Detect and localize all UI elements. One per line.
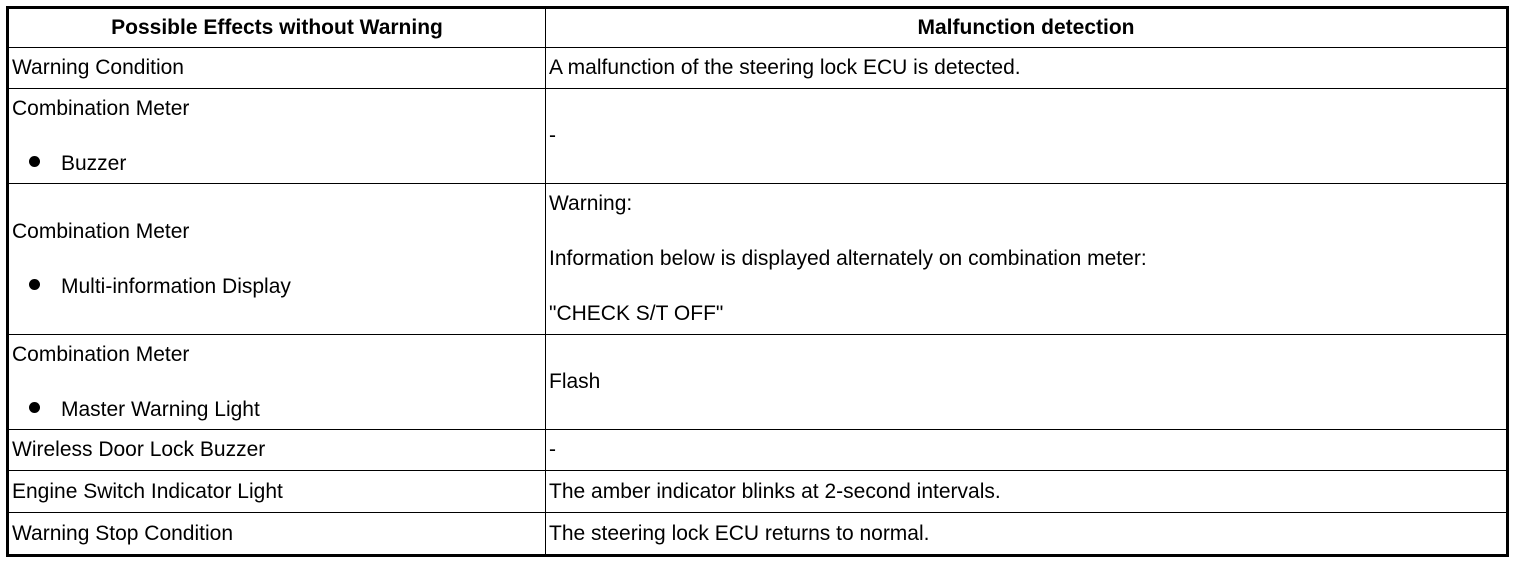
row-value: A malfunction of the steering lock ECU is detected.: [546, 48, 1508, 89]
row-label: Combination Meter: [12, 342, 190, 366]
row-sub-label: Buzzer: [61, 151, 127, 175]
table-row: [8, 184, 1508, 335]
row-label: Combination Meter: [12, 96, 190, 120]
bullet-icon: [29, 156, 40, 167]
spacer: [12, 244, 545, 275]
table-row: [8, 471, 1508, 513]
table-header-row: [8, 8, 1508, 48]
header-possible-effects: Possible Effects without Warning: [8, 8, 546, 48]
row-value-line: "CHECK S/T OFF": [549, 302, 724, 325]
row-label: Engine Switch Indicator Light: [8, 471, 546, 513]
bullet-icon: [29, 279, 40, 290]
row-label: Warning Stop Condition: [8, 513, 546, 556]
row-sub-label: Master Warning Light: [61, 397, 260, 421]
row-value: The steering lock ECU returns to normal.: [546, 513, 1508, 556]
bullet-icon: [29, 402, 40, 413]
spacer: [549, 216, 1506, 247]
table-row: [8, 335, 1508, 430]
row-label-cell: [8, 89, 546, 184]
row-value-line: Warning:: [549, 192, 633, 215]
row-value: Flash: [546, 335, 1508, 430]
row-label-cell: [8, 335, 546, 430]
row-label: Combination Meter: [12, 219, 190, 243]
spacer: [12, 367, 545, 398]
row-value: The amber indicator blinks at 2-second intervals.: [546, 471, 1508, 513]
bullet-item: [12, 398, 545, 422]
row-sub-label: Multi-information Display: [61, 274, 291, 298]
row-value-line: Information below is displayed alternately on combination meter:: [549, 247, 1147, 270]
row-value: -: [546, 430, 1508, 471]
header-malfunction-detection: Malfunction detection: [546, 8, 1508, 48]
row-label: Warning Condition: [8, 48, 546, 89]
table-row: [8, 89, 1508, 184]
table-row: [8, 513, 1508, 556]
bullet-item: [12, 152, 545, 176]
table-row: [8, 430, 1508, 471]
spacer: [549, 271, 1506, 302]
row-label-cell: [8, 184, 546, 335]
effects-table: [6, 6, 1509, 557]
row-value-cell: [546, 184, 1508, 335]
bullet-item: [12, 275, 545, 299]
row-label: Wireless Door Lock Buzzer: [8, 430, 546, 471]
table-row: [8, 48, 1508, 89]
row-value: -: [546, 89, 1508, 184]
spacer: [12, 121, 545, 152]
